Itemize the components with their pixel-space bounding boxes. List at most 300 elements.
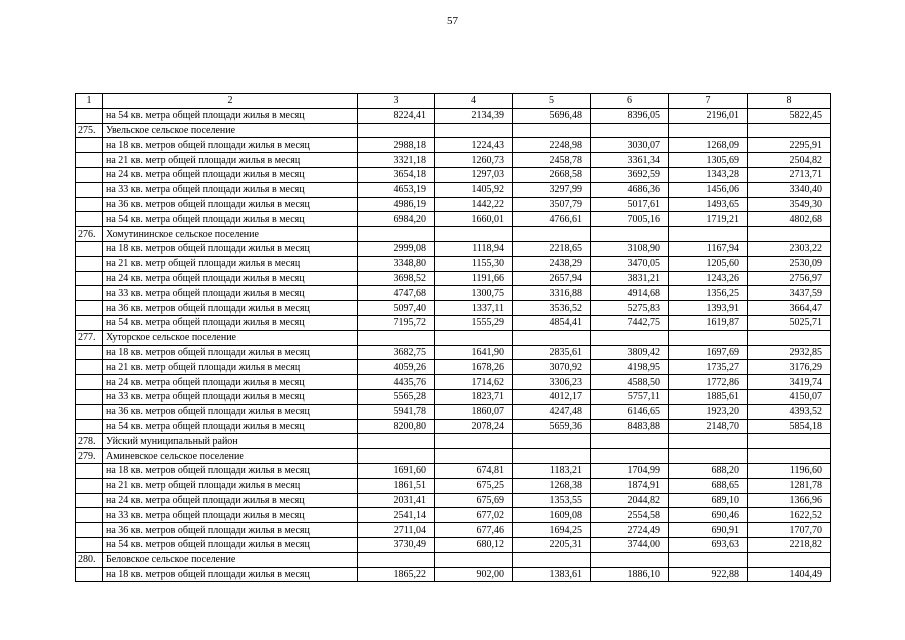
value-cell: 1886,10 <box>591 567 669 582</box>
empty-cell <box>669 227 748 242</box>
empty-cell <box>748 449 831 464</box>
value-cell: 1885,61 <box>669 389 748 404</box>
value-cell: 2031,41 <box>358 493 435 508</box>
row-label: на 36 кв. метров общей площади жилья в месяц <box>103 301 358 316</box>
value-cell: 1707,70 <box>748 523 831 538</box>
value-cell: 8396,05 <box>591 108 669 123</box>
value-cell: 922,88 <box>669 567 748 582</box>
value-cell: 1393,91 <box>669 301 748 316</box>
empty-cell <box>513 552 591 567</box>
header-cell: 2 <box>103 94 358 109</box>
value-cell: 1823,71 <box>435 389 513 404</box>
empty-cell <box>748 330 831 345</box>
row-label: на 18 кв. метров общей площади жилья в месяц <box>103 138 358 153</box>
value-cell: 2711,04 <box>358 523 435 538</box>
value-cell: 690,91 <box>669 523 748 538</box>
value-cell: 2295,91 <box>748 138 831 153</box>
value-cell: 1704,99 <box>591 463 669 478</box>
value-cell: 674,81 <box>435 463 513 478</box>
empty-cell <box>358 434 435 449</box>
value-cell: 2196,01 <box>669 108 748 123</box>
row-label: на 21 кв. метр общей площади жилья в месяц <box>103 256 358 271</box>
value-cell: 8200,80 <box>358 419 435 434</box>
value-cell: 4686,36 <box>591 182 669 197</box>
empty-cell <box>358 552 435 567</box>
row-number <box>76 256 103 271</box>
value-cell: 2458,78 <box>513 153 591 168</box>
value-cell: 3744,00 <box>591 537 669 552</box>
value-cell: 4766,61 <box>513 212 591 227</box>
value-cell: 3831,21 <box>591 271 669 286</box>
value-cell: 1493,65 <box>669 197 748 212</box>
value-cell: 3108,90 <box>591 241 669 256</box>
row-label: на 24 кв. метра общей площади жилья в месяц <box>103 167 358 182</box>
section-row <box>76 434 831 449</box>
empty-cell <box>513 449 591 464</box>
value-cell: 2218,82 <box>748 537 831 552</box>
empty-cell <box>435 227 513 242</box>
value-cell: 677,46 <box>435 523 513 538</box>
empty-cell <box>669 123 748 138</box>
value-cell: 1205,60 <box>669 256 748 271</box>
table-row <box>76 315 831 330</box>
value-cell: 4150,07 <box>748 389 831 404</box>
value-cell: 3549,30 <box>748 197 831 212</box>
value-cell: 6146,65 <box>591 404 669 419</box>
value-cell: 3809,42 <box>591 345 669 360</box>
section-row <box>76 449 831 464</box>
value-cell: 3361,34 <box>591 153 669 168</box>
row-number <box>76 315 103 330</box>
value-cell: 3030,07 <box>591 138 669 153</box>
value-cell: 1678,26 <box>435 360 513 375</box>
empty-cell <box>358 330 435 345</box>
row-number <box>76 478 103 493</box>
section-row <box>76 227 831 242</box>
row-label: на 21 кв. метр общей площади жилья в месяц <box>103 360 358 375</box>
value-cell: 1191,66 <box>435 271 513 286</box>
value-cell: 3692,59 <box>591 167 669 182</box>
value-cell: 5017,61 <box>591 197 669 212</box>
empty-cell <box>748 123 831 138</box>
row-label: на 18 кв. метров общей площади жилья в месяц <box>103 241 358 256</box>
row-number <box>76 508 103 523</box>
empty-cell <box>669 449 748 464</box>
row-number <box>76 375 103 390</box>
value-cell: 1337,11 <box>435 301 513 316</box>
value-cell: 677,02 <box>435 508 513 523</box>
table-row <box>76 271 831 286</box>
empty-cell <box>358 227 435 242</box>
value-cell: 2932,85 <box>748 345 831 360</box>
settlement-name: Аминевское сельское поселение <box>103 449 358 464</box>
value-cell: 2530,09 <box>748 256 831 271</box>
settlement-name: Хомутининское сельское поселение <box>103 227 358 242</box>
table-row <box>76 360 831 375</box>
value-cell: 1224,43 <box>435 138 513 153</box>
header-cell: 5 <box>513 94 591 109</box>
value-cell: 3176,29 <box>748 360 831 375</box>
value-cell: 2724,49 <box>591 523 669 538</box>
table-row <box>76 419 831 434</box>
empty-cell <box>513 123 591 138</box>
empty-cell <box>748 227 831 242</box>
value-cell: 1118,94 <box>435 241 513 256</box>
value-cell: 2303,22 <box>748 241 831 256</box>
value-cell: 1865,22 <box>358 567 435 582</box>
row-number: 279. <box>76 449 103 464</box>
row-number <box>76 167 103 182</box>
row-label: на 54 кв. метра общей площади жилья в месяц <box>103 212 358 227</box>
table-row <box>76 138 831 153</box>
empty-cell <box>358 449 435 464</box>
value-cell: 1735,27 <box>669 360 748 375</box>
value-cell: 2438,29 <box>513 256 591 271</box>
value-cell: 1619,87 <box>669 315 748 330</box>
settlement-name: Хуторское сельское поселение <box>103 330 358 345</box>
empty-cell <box>435 552 513 567</box>
table-row <box>76 241 831 256</box>
value-cell: 1641,90 <box>435 345 513 360</box>
value-cell: 1772,86 <box>669 375 748 390</box>
value-cell: 4653,19 <box>358 182 435 197</box>
value-cell: 4588,50 <box>591 375 669 390</box>
settlement-name: Уйский муниципальный район <box>103 434 358 449</box>
value-cell: 689,10 <box>669 493 748 508</box>
value-cell: 2044,82 <box>591 493 669 508</box>
row-number <box>76 271 103 286</box>
table-row <box>76 375 831 390</box>
value-cell: 2554,58 <box>591 508 669 523</box>
row-number <box>76 108 103 123</box>
empty-cell <box>435 449 513 464</box>
table-row <box>76 108 831 123</box>
empty-cell <box>591 123 669 138</box>
table-row <box>76 389 831 404</box>
empty-cell <box>591 330 669 345</box>
empty-cell <box>591 434 669 449</box>
value-cell: 2657,94 <box>513 271 591 286</box>
row-number <box>76 360 103 375</box>
value-cell: 3730,49 <box>358 537 435 552</box>
value-cell: 2504,82 <box>748 153 831 168</box>
row-number <box>76 241 103 256</box>
value-cell: 7005,16 <box>591 212 669 227</box>
value-cell: 3682,75 <box>358 345 435 360</box>
value-cell: 3348,80 <box>358 256 435 271</box>
table-row <box>76 493 831 508</box>
row-number <box>76 345 103 360</box>
empty-cell <box>513 434 591 449</box>
empty-cell <box>591 227 669 242</box>
value-cell: 4012,17 <box>513 389 591 404</box>
tariff-table <box>75 93 831 582</box>
header-cell: 1 <box>76 94 103 109</box>
settlement-name: Беловское сельское поселение <box>103 552 358 567</box>
row-label: на 54 кв. метров общей площади жилья в месяц <box>103 537 358 552</box>
value-cell: 4198,95 <box>591 360 669 375</box>
row-label: на 36 кв. метров общей площади жилья в месяц <box>103 523 358 538</box>
row-label: на 33 кв. метра общей площади жилья в месяц <box>103 182 358 197</box>
row-label: на 18 кв. метров общей площади жилья в месяц <box>103 567 358 582</box>
row-label: на 54 кв. метра общей площади жилья в месяц <box>103 419 358 434</box>
row-number <box>76 419 103 434</box>
row-number <box>76 212 103 227</box>
row-label: на 24 кв. метра общей площади жилья в месяц <box>103 493 358 508</box>
value-cell: 3437,59 <box>748 286 831 301</box>
value-cell: 2756,97 <box>748 271 831 286</box>
row-number <box>76 389 103 404</box>
row-number <box>76 153 103 168</box>
table-row <box>76 478 831 493</box>
value-cell: 3340,40 <box>748 182 831 197</box>
row-label: на 33 кв. метра общей площади жилья в месяц <box>103 286 358 301</box>
empty-cell <box>669 330 748 345</box>
value-cell: 6984,20 <box>358 212 435 227</box>
row-label: на 36 кв. метров общей площади жилья в месяц <box>103 404 358 419</box>
value-cell: 1555,29 <box>435 315 513 330</box>
row-label: на 21 кв. метр общей площади жилья в месяц <box>103 478 358 493</box>
value-cell: 1456,06 <box>669 182 748 197</box>
value-cell: 2248,98 <box>513 138 591 153</box>
row-label: на 24 кв. метра общей площади жилья в месяц <box>103 375 358 390</box>
header-cell: 3 <box>358 94 435 109</box>
value-cell: 1861,51 <box>358 478 435 493</box>
row-number: 278. <box>76 434 103 449</box>
row-label: на 18 кв. метров общей площади жилья в месяц <box>103 463 358 478</box>
value-cell: 3316,88 <box>513 286 591 301</box>
value-cell: 1405,92 <box>435 182 513 197</box>
table-row <box>76 404 831 419</box>
value-cell: 3070,92 <box>513 360 591 375</box>
value-cell: 675,69 <box>435 493 513 508</box>
value-cell: 902,00 <box>435 567 513 582</box>
row-label: на 18 кв. метров общей площади жилья в месяц <box>103 345 358 360</box>
value-cell: 1442,22 <box>435 197 513 212</box>
empty-cell <box>435 434 513 449</box>
empty-cell <box>513 227 591 242</box>
value-cell: 3536,52 <box>513 301 591 316</box>
table-body <box>76 108 831 582</box>
value-cell: 5696,48 <box>513 108 591 123</box>
empty-cell <box>358 123 435 138</box>
value-cell: 7442,75 <box>591 315 669 330</box>
value-cell: 8483,88 <box>591 419 669 434</box>
empty-cell <box>748 552 831 567</box>
value-cell: 4059,26 <box>358 360 435 375</box>
value-cell: 1268,09 <box>669 138 748 153</box>
row-number: 277. <box>76 330 103 345</box>
value-cell: 2999,08 <box>358 241 435 256</box>
value-cell: 5822,45 <box>748 108 831 123</box>
section-row <box>76 552 831 567</box>
empty-cell <box>591 449 669 464</box>
value-cell: 1196,60 <box>748 463 831 478</box>
value-cell: 4435,76 <box>358 375 435 390</box>
value-cell: 2078,24 <box>435 419 513 434</box>
row-number <box>76 537 103 552</box>
empty-cell <box>748 434 831 449</box>
value-cell: 3654,18 <box>358 167 435 182</box>
row-number <box>76 286 103 301</box>
value-cell: 4986,19 <box>358 197 435 212</box>
row-label: на 33 кв. метра общей площади жилья в месяц <box>103 508 358 523</box>
settlement-name: Увельское сельское поселение <box>103 123 358 138</box>
table-row <box>76 567 831 582</box>
value-cell: 675,25 <box>435 478 513 493</box>
table-row <box>76 212 831 227</box>
row-number <box>76 463 103 478</box>
value-cell: 693,63 <box>669 537 748 552</box>
value-cell: 1353,55 <box>513 493 591 508</box>
value-cell: 688,20 <box>669 463 748 478</box>
value-cell: 1719,21 <box>669 212 748 227</box>
value-cell: 4747,68 <box>358 286 435 301</box>
row-number <box>76 301 103 316</box>
value-cell: 3419,74 <box>748 375 831 390</box>
empty-cell <box>591 552 669 567</box>
table-row <box>76 523 831 538</box>
row-number <box>76 197 103 212</box>
value-cell: 2988,18 <box>358 138 435 153</box>
section-row <box>76 123 831 138</box>
row-number: 280. <box>76 552 103 567</box>
value-cell: 1860,07 <box>435 404 513 419</box>
value-cell: 2713,71 <box>748 167 831 182</box>
value-cell: 1300,75 <box>435 286 513 301</box>
table-row <box>76 537 831 552</box>
value-cell: 1694,25 <box>513 523 591 538</box>
value-cell: 1356,25 <box>669 286 748 301</box>
table-row <box>76 301 831 316</box>
value-cell: 1609,08 <box>513 508 591 523</box>
value-cell: 1155,30 <box>435 256 513 271</box>
value-cell: 4247,48 <box>513 404 591 419</box>
value-cell: 1167,94 <box>669 241 748 256</box>
value-cell: 1622,52 <box>748 508 831 523</box>
value-cell: 690,46 <box>669 508 748 523</box>
value-cell: 1691,60 <box>358 463 435 478</box>
value-cell: 5097,40 <box>358 301 435 316</box>
empty-cell <box>435 330 513 345</box>
row-number <box>76 523 103 538</box>
table-row <box>76 508 831 523</box>
table-row <box>76 182 831 197</box>
value-cell: 1366,96 <box>748 493 831 508</box>
value-cell: 2205,31 <box>513 537 591 552</box>
value-cell: 2541,14 <box>358 508 435 523</box>
value-cell: 1281,78 <box>748 478 831 493</box>
table-row <box>76 463 831 478</box>
value-cell: 3297,99 <box>513 182 591 197</box>
value-cell: 2218,65 <box>513 241 591 256</box>
value-cell: 1697,69 <box>669 345 748 360</box>
table-row <box>76 167 831 182</box>
row-label: на 54 кв. метра общей площади жилья в месяц <box>103 315 358 330</box>
value-cell: 3507,79 <box>513 197 591 212</box>
row-number <box>76 138 103 153</box>
value-cell: 4914,68 <box>591 286 669 301</box>
value-cell: 5659,36 <box>513 419 591 434</box>
value-cell: 1243,26 <box>669 271 748 286</box>
value-cell: 1404,49 <box>748 567 831 582</box>
value-cell: 5565,28 <box>358 389 435 404</box>
empty-cell <box>669 552 748 567</box>
value-cell: 1268,38 <box>513 478 591 493</box>
value-cell: 7195,72 <box>358 315 435 330</box>
header-cell: 6 <box>591 94 669 109</box>
row-label: на 33 кв. метра общей площади жилья в месяц <box>103 389 358 404</box>
value-cell: 1660,01 <box>435 212 513 227</box>
value-cell: 680,12 <box>435 537 513 552</box>
row-label: на 54 кв. метра общей площади жилья в месяц <box>103 108 358 123</box>
row-number: 276. <box>76 227 103 242</box>
value-cell: 5275,83 <box>591 301 669 316</box>
value-cell: 688,65 <box>669 478 748 493</box>
table-row <box>76 153 831 168</box>
value-cell: 4393,52 <box>748 404 831 419</box>
table-row <box>76 197 831 212</box>
value-cell: 5757,11 <box>591 389 669 404</box>
row-number <box>76 493 103 508</box>
value-cell: 3306,23 <box>513 375 591 390</box>
row-number <box>76 404 103 419</box>
value-cell: 5025,71 <box>748 315 831 330</box>
empty-cell <box>435 123 513 138</box>
value-cell: 4802,68 <box>748 212 831 227</box>
value-cell: 5941,78 <box>358 404 435 419</box>
value-cell: 1383,61 <box>513 567 591 582</box>
header-cell: 4 <box>435 94 513 109</box>
value-cell: 3698,52 <box>358 271 435 286</box>
value-cell: 3470,05 <box>591 256 669 271</box>
value-cell: 3321,18 <box>358 153 435 168</box>
row-label: на 24 кв. метра общей площади жилья в месяц <box>103 271 358 286</box>
value-cell: 1305,69 <box>669 153 748 168</box>
value-cell: 1297,03 <box>435 167 513 182</box>
table-row <box>76 345 831 360</box>
row-label: на 36 кв. метров общей площади жилья в месяц <box>103 197 358 212</box>
header-cell: 7 <box>669 94 748 109</box>
header-cell: 8 <box>748 94 831 109</box>
value-cell: 2835,61 <box>513 345 591 360</box>
header-row <box>76 94 831 109</box>
value-cell: 2668,58 <box>513 167 591 182</box>
table-row <box>76 256 831 271</box>
value-cell: 8224,41 <box>358 108 435 123</box>
value-cell: 2134,39 <box>435 108 513 123</box>
value-cell: 1183,21 <box>513 463 591 478</box>
value-cell: 1260,73 <box>435 153 513 168</box>
value-cell: 1923,20 <box>669 404 748 419</box>
section-row <box>76 330 831 345</box>
row-number: 275. <box>76 123 103 138</box>
empty-cell <box>669 434 748 449</box>
value-cell: 1874,91 <box>591 478 669 493</box>
value-cell: 5854,18 <box>748 419 831 434</box>
value-cell: 4854,41 <box>513 315 591 330</box>
value-cell: 3664,47 <box>748 301 831 316</box>
row-label: на 21 кв. метр общей площади жилья в месяц <box>103 153 358 168</box>
value-cell: 1714,62 <box>435 375 513 390</box>
value-cell: 1343,28 <box>669 167 748 182</box>
row-number <box>76 567 103 582</box>
empty-cell <box>513 330 591 345</box>
table-row <box>76 286 831 301</box>
row-number <box>76 182 103 197</box>
value-cell: 2148,70 <box>669 419 748 434</box>
page-number: 57 <box>447 15 458 27</box>
